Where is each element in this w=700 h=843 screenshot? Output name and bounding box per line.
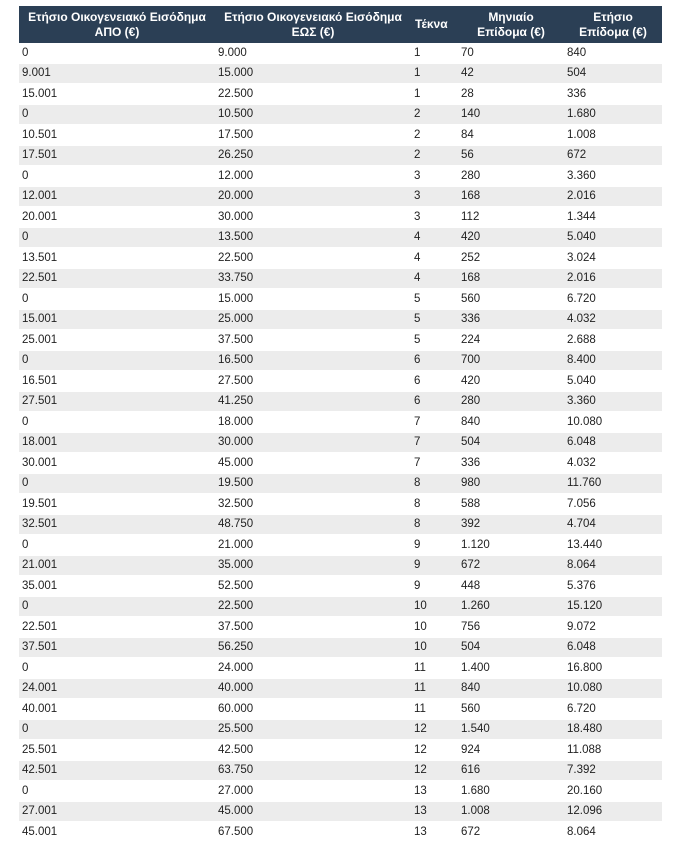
header-income-from: Ετήσιο Οικογενειακό Εισόδημα ΑΠΟ (€) <box>19 6 215 43</box>
annual-benefit-cell: 11.088 <box>564 740 662 761</box>
children-cell: 4 <box>411 268 458 289</box>
income-from-cell: 20.001 <box>19 207 215 228</box>
monthly-benefit-cell: 504 <box>458 637 564 658</box>
income-from-cell: 0 <box>19 658 215 679</box>
annual-benefit-cell: 3.360 <box>564 391 662 412</box>
income-to-cell: 60.000 <box>215 699 411 720</box>
table-row <box>19 637 662 658</box>
income-from-cell: 32.501 <box>19 514 215 535</box>
income-to-cell: 27.500 <box>215 371 411 392</box>
income-from-cell: 21.001 <box>19 555 215 576</box>
income-to-cell: 19.500 <box>215 473 411 494</box>
monthly-benefit-cell: 756 <box>458 617 564 638</box>
table-row <box>19 309 662 330</box>
annual-benefit-cell: 6.720 <box>564 289 662 310</box>
table-body <box>19 43 662 842</box>
monthly-benefit-cell: 1.540 <box>458 719 564 740</box>
monthly-benefit-cell: 56 <box>458 145 564 166</box>
monthly-benefit-cell: 616 <box>458 760 564 781</box>
income-from-cell: 15.001 <box>19 84 215 105</box>
table-row <box>19 63 662 84</box>
children-cell: 7 <box>411 412 458 433</box>
table-row <box>19 678 662 699</box>
income-from-cell: 0 <box>19 104 215 125</box>
children-cell: 4 <box>411 248 458 269</box>
income-from-cell: 0 <box>19 166 215 187</box>
annual-benefit-cell: 5.040 <box>564 371 662 392</box>
income-from-cell: 25.501 <box>19 740 215 761</box>
children-cell: 10 <box>411 596 458 617</box>
header-children: Τέκνα <box>411 6 458 43</box>
monthly-benefit-cell: 336 <box>458 309 564 330</box>
table-row <box>19 166 662 187</box>
income-to-cell: 20.000 <box>215 186 411 207</box>
monthly-benefit-cell: 84 <box>458 125 564 146</box>
annual-benefit-cell: 672 <box>564 145 662 166</box>
children-cell: 12 <box>411 740 458 761</box>
income-to-cell: 37.500 <box>215 330 411 351</box>
children-cell: 6 <box>411 391 458 412</box>
income-to-cell: 40.000 <box>215 678 411 699</box>
monthly-benefit-cell: 672 <box>458 555 564 576</box>
table-row <box>19 391 662 412</box>
table-row <box>19 432 662 453</box>
annual-benefit-cell: 6.048 <box>564 637 662 658</box>
annual-benefit-cell: 8.064 <box>564 822 662 843</box>
income-from-cell: 27.001 <box>19 801 215 822</box>
table-row <box>19 412 662 433</box>
income-from-cell: 22.501 <box>19 268 215 289</box>
annual-benefit-cell: 840 <box>564 43 662 63</box>
income-from-cell: 18.001 <box>19 432 215 453</box>
table-row <box>19 781 662 802</box>
children-cell: 10 <box>411 617 458 638</box>
income-to-cell: 13.500 <box>215 227 411 248</box>
income-from-cell: 42.501 <box>19 760 215 781</box>
income-to-cell: 48.750 <box>215 514 411 535</box>
income-from-cell: 30.001 <box>19 453 215 474</box>
table-row <box>19 617 662 638</box>
children-cell: 1 <box>411 63 458 84</box>
annual-benefit-cell: 6.720 <box>564 699 662 720</box>
monthly-benefit-cell: 700 <box>458 350 564 371</box>
children-cell: 9 <box>411 555 458 576</box>
annual-benefit-cell: 1.680 <box>564 104 662 125</box>
table-row <box>19 596 662 617</box>
children-cell: 11 <box>411 658 458 679</box>
annual-benefit-cell: 16.800 <box>564 658 662 679</box>
income-from-cell: 16.501 <box>19 371 215 392</box>
income-to-cell: 9.000 <box>215 43 411 63</box>
monthly-benefit-cell: 672 <box>458 822 564 843</box>
income-to-cell: 27.000 <box>215 781 411 802</box>
children-cell: 10 <box>411 637 458 658</box>
table-row <box>19 576 662 597</box>
monthly-benefit-cell: 70 <box>458 43 564 63</box>
annual-benefit-cell: 2.688 <box>564 330 662 351</box>
annual-benefit-cell: 15.120 <box>564 596 662 617</box>
table-row <box>19 371 662 392</box>
children-cell: 4 <box>411 227 458 248</box>
children-cell: 8 <box>411 514 458 535</box>
income-to-cell: 45.000 <box>215 801 411 822</box>
monthly-benefit-cell: 1.008 <box>458 801 564 822</box>
table-row <box>19 84 662 105</box>
income-from-cell: 24.001 <box>19 678 215 699</box>
monthly-benefit-cell: 1.680 <box>458 781 564 802</box>
annual-benefit-cell: 4.704 <box>564 514 662 535</box>
table-row <box>19 227 662 248</box>
children-cell: 13 <box>411 801 458 822</box>
income-to-cell: 52.500 <box>215 576 411 597</box>
table-row <box>19 535 662 556</box>
income-to-cell: 45.000 <box>215 453 411 474</box>
income-to-cell: 30.000 <box>215 207 411 228</box>
monthly-benefit-cell: 28 <box>458 84 564 105</box>
table-row <box>19 494 662 515</box>
annual-benefit-cell: 2.016 <box>564 186 662 207</box>
annual-benefit-cell: 1.008 <box>564 125 662 146</box>
header-monthly-benefit: Μηνιαίο Επίδομα (€) <box>458 6 564 43</box>
income-from-cell: 22.501 <box>19 617 215 638</box>
income-from-cell: 9.001 <box>19 63 215 84</box>
children-cell: 11 <box>411 699 458 720</box>
income-to-cell: 26.250 <box>215 145 411 166</box>
income-to-cell: 22.500 <box>215 596 411 617</box>
table-header <box>19 6 662 43</box>
annual-benefit-cell: 12.096 <box>564 801 662 822</box>
income-to-cell: 42.500 <box>215 740 411 761</box>
benefit-table <box>19 6 662 843</box>
income-to-cell: 67.500 <box>215 822 411 843</box>
children-cell: 5 <box>411 289 458 310</box>
income-from-cell: 0 <box>19 412 215 433</box>
annual-benefit-cell: 5.040 <box>564 227 662 248</box>
income-to-cell: 33.750 <box>215 268 411 289</box>
income-from-cell: 45.001 <box>19 822 215 843</box>
children-cell: 3 <box>411 166 458 187</box>
table-row <box>19 699 662 720</box>
monthly-benefit-cell: 588 <box>458 494 564 515</box>
table-row <box>19 350 662 371</box>
annual-benefit-cell: 7.056 <box>564 494 662 515</box>
monthly-benefit-cell: 840 <box>458 412 564 433</box>
income-to-cell: 56.250 <box>215 637 411 658</box>
children-cell: 7 <box>411 453 458 474</box>
monthly-benefit-cell: 1.120 <box>458 535 564 556</box>
annual-benefit-cell: 5.376 <box>564 576 662 597</box>
children-cell: 12 <box>411 760 458 781</box>
income-to-cell: 22.500 <box>215 84 411 105</box>
income-from-cell: 0 <box>19 227 215 248</box>
header-row <box>19 6 662 43</box>
monthly-benefit-cell: 224 <box>458 330 564 351</box>
children-cell: 13 <box>411 781 458 802</box>
monthly-benefit-cell: 168 <box>458 268 564 289</box>
children-cell: 9 <box>411 535 458 556</box>
monthly-benefit-cell: 560 <box>458 289 564 310</box>
annual-benefit-cell: 3.360 <box>564 166 662 187</box>
annual-benefit-cell: 7.392 <box>564 760 662 781</box>
children-cell: 3 <box>411 186 458 207</box>
income-from-cell: 0 <box>19 289 215 310</box>
children-cell: 11 <box>411 678 458 699</box>
annual-benefit-cell: 13.440 <box>564 535 662 556</box>
children-cell: 8 <box>411 494 458 515</box>
table-row <box>19 330 662 351</box>
table-row <box>19 658 662 679</box>
children-cell: 5 <box>411 309 458 330</box>
children-cell: 1 <box>411 84 458 105</box>
income-from-cell: 0 <box>19 535 215 556</box>
income-to-cell: 10.500 <box>215 104 411 125</box>
income-from-cell: 37.501 <box>19 637 215 658</box>
children-cell: 12 <box>411 719 458 740</box>
income-from-cell: 12.001 <box>19 186 215 207</box>
income-to-cell: 35.000 <box>215 555 411 576</box>
annual-benefit-cell: 336 <box>564 84 662 105</box>
monthly-benefit-cell: 1.400 <box>458 658 564 679</box>
children-cell: 5 <box>411 330 458 351</box>
annual-benefit-cell: 4.032 <box>564 453 662 474</box>
table-row <box>19 145 662 166</box>
annual-benefit-cell: 9.072 <box>564 617 662 638</box>
annual-benefit-cell: 4.032 <box>564 309 662 330</box>
annual-benefit-cell: 504 <box>564 63 662 84</box>
monthly-benefit-cell: 252 <box>458 248 564 269</box>
income-from-cell: 27.501 <box>19 391 215 412</box>
income-to-cell: 15.000 <box>215 63 411 84</box>
monthly-benefit-cell: 504 <box>458 432 564 453</box>
table-row <box>19 740 662 761</box>
children-cell: 2 <box>411 125 458 146</box>
income-to-cell: 32.500 <box>215 494 411 515</box>
children-cell: 13 <box>411 822 458 843</box>
monthly-benefit-cell: 280 <box>458 391 564 412</box>
income-to-cell: 30.000 <box>215 432 411 453</box>
monthly-benefit-cell: 42 <box>458 63 564 84</box>
monthly-benefit-cell: 980 <box>458 473 564 494</box>
children-cell: 3 <box>411 207 458 228</box>
annual-benefit-cell: 8.400 <box>564 350 662 371</box>
income-from-cell: 10.501 <box>19 125 215 146</box>
monthly-benefit-cell: 140 <box>458 104 564 125</box>
income-to-cell: 17.500 <box>215 125 411 146</box>
table-row <box>19 453 662 474</box>
income-to-cell: 12.000 <box>215 166 411 187</box>
annual-benefit-cell: 20.160 <box>564 781 662 802</box>
income-from-cell: 13.501 <box>19 248 215 269</box>
income-to-cell: 18.000 <box>215 412 411 433</box>
monthly-benefit-cell: 392 <box>458 514 564 535</box>
income-to-cell: 25.000 <box>215 309 411 330</box>
monthly-benefit-cell: 112 <box>458 207 564 228</box>
income-from-cell: 17.501 <box>19 145 215 166</box>
children-cell: 1 <box>411 43 458 63</box>
annual-benefit-cell: 8.064 <box>564 555 662 576</box>
table-row <box>19 186 662 207</box>
table-row <box>19 43 662 63</box>
annual-benefit-cell: 10.080 <box>564 412 662 433</box>
monthly-benefit-cell: 560 <box>458 699 564 720</box>
table-row <box>19 104 662 125</box>
table-row <box>19 248 662 269</box>
table-row <box>19 760 662 781</box>
monthly-benefit-cell: 336 <box>458 453 564 474</box>
income-to-cell: 22.500 <box>215 248 411 269</box>
annual-benefit-cell: 18.480 <box>564 719 662 740</box>
income-from-cell: 40.001 <box>19 699 215 720</box>
table-row <box>19 289 662 310</box>
income-from-cell: 0 <box>19 43 215 63</box>
monthly-benefit-cell: 168 <box>458 186 564 207</box>
income-to-cell: 15.000 <box>215 289 411 310</box>
table-row <box>19 207 662 228</box>
monthly-benefit-cell: 420 <box>458 227 564 248</box>
children-cell: 6 <box>411 371 458 392</box>
income-to-cell: 24.000 <box>215 658 411 679</box>
income-from-cell: 0 <box>19 781 215 802</box>
table-row <box>19 801 662 822</box>
income-from-cell: 19.501 <box>19 494 215 515</box>
header-annual-benefit: Ετήσιο Επίδομα (€) <box>564 6 662 43</box>
monthly-benefit-cell: 924 <box>458 740 564 761</box>
benefit-table-container <box>19 6 662 843</box>
table-row <box>19 125 662 146</box>
monthly-benefit-cell: 280 <box>458 166 564 187</box>
income-from-cell: 0 <box>19 350 215 371</box>
table-row <box>19 473 662 494</box>
annual-benefit-cell: 10.080 <box>564 678 662 699</box>
table-row <box>19 555 662 576</box>
children-cell: 7 <box>411 432 458 453</box>
table-row <box>19 719 662 740</box>
children-cell: 2 <box>411 145 458 166</box>
monthly-benefit-cell: 448 <box>458 576 564 597</box>
income-from-cell: 25.001 <box>19 330 215 351</box>
monthly-benefit-cell: 420 <box>458 371 564 392</box>
children-cell: 6 <box>411 350 458 371</box>
annual-benefit-cell: 11.760 <box>564 473 662 494</box>
annual-benefit-cell: 1.344 <box>564 207 662 228</box>
table-row <box>19 268 662 289</box>
income-from-cell: 35.001 <box>19 576 215 597</box>
annual-benefit-cell: 2.016 <box>564 268 662 289</box>
children-cell: 9 <box>411 576 458 597</box>
children-cell: 8 <box>411 473 458 494</box>
annual-benefit-cell: 6.048 <box>564 432 662 453</box>
income-to-cell: 21.000 <box>215 535 411 556</box>
income-from-cell: 0 <box>19 596 215 617</box>
income-to-cell: 63.750 <box>215 760 411 781</box>
children-cell: 2 <box>411 104 458 125</box>
annual-benefit-cell: 3.024 <box>564 248 662 269</box>
income-from-cell: 0 <box>19 473 215 494</box>
monthly-benefit-cell: 840 <box>458 678 564 699</box>
income-from-cell: 15.001 <box>19 309 215 330</box>
income-from-cell: 0 <box>19 719 215 740</box>
header-income-to: Ετήσιο Οικογενειακό Εισόδημα ΕΩΣ (€) <box>215 6 411 43</box>
income-to-cell: 37.500 <box>215 617 411 638</box>
table-row <box>19 514 662 535</box>
income-to-cell: 16.500 <box>215 350 411 371</box>
income-to-cell: 41.250 <box>215 391 411 412</box>
monthly-benefit-cell: 1.260 <box>458 596 564 617</box>
income-to-cell: 25.500 <box>215 719 411 740</box>
